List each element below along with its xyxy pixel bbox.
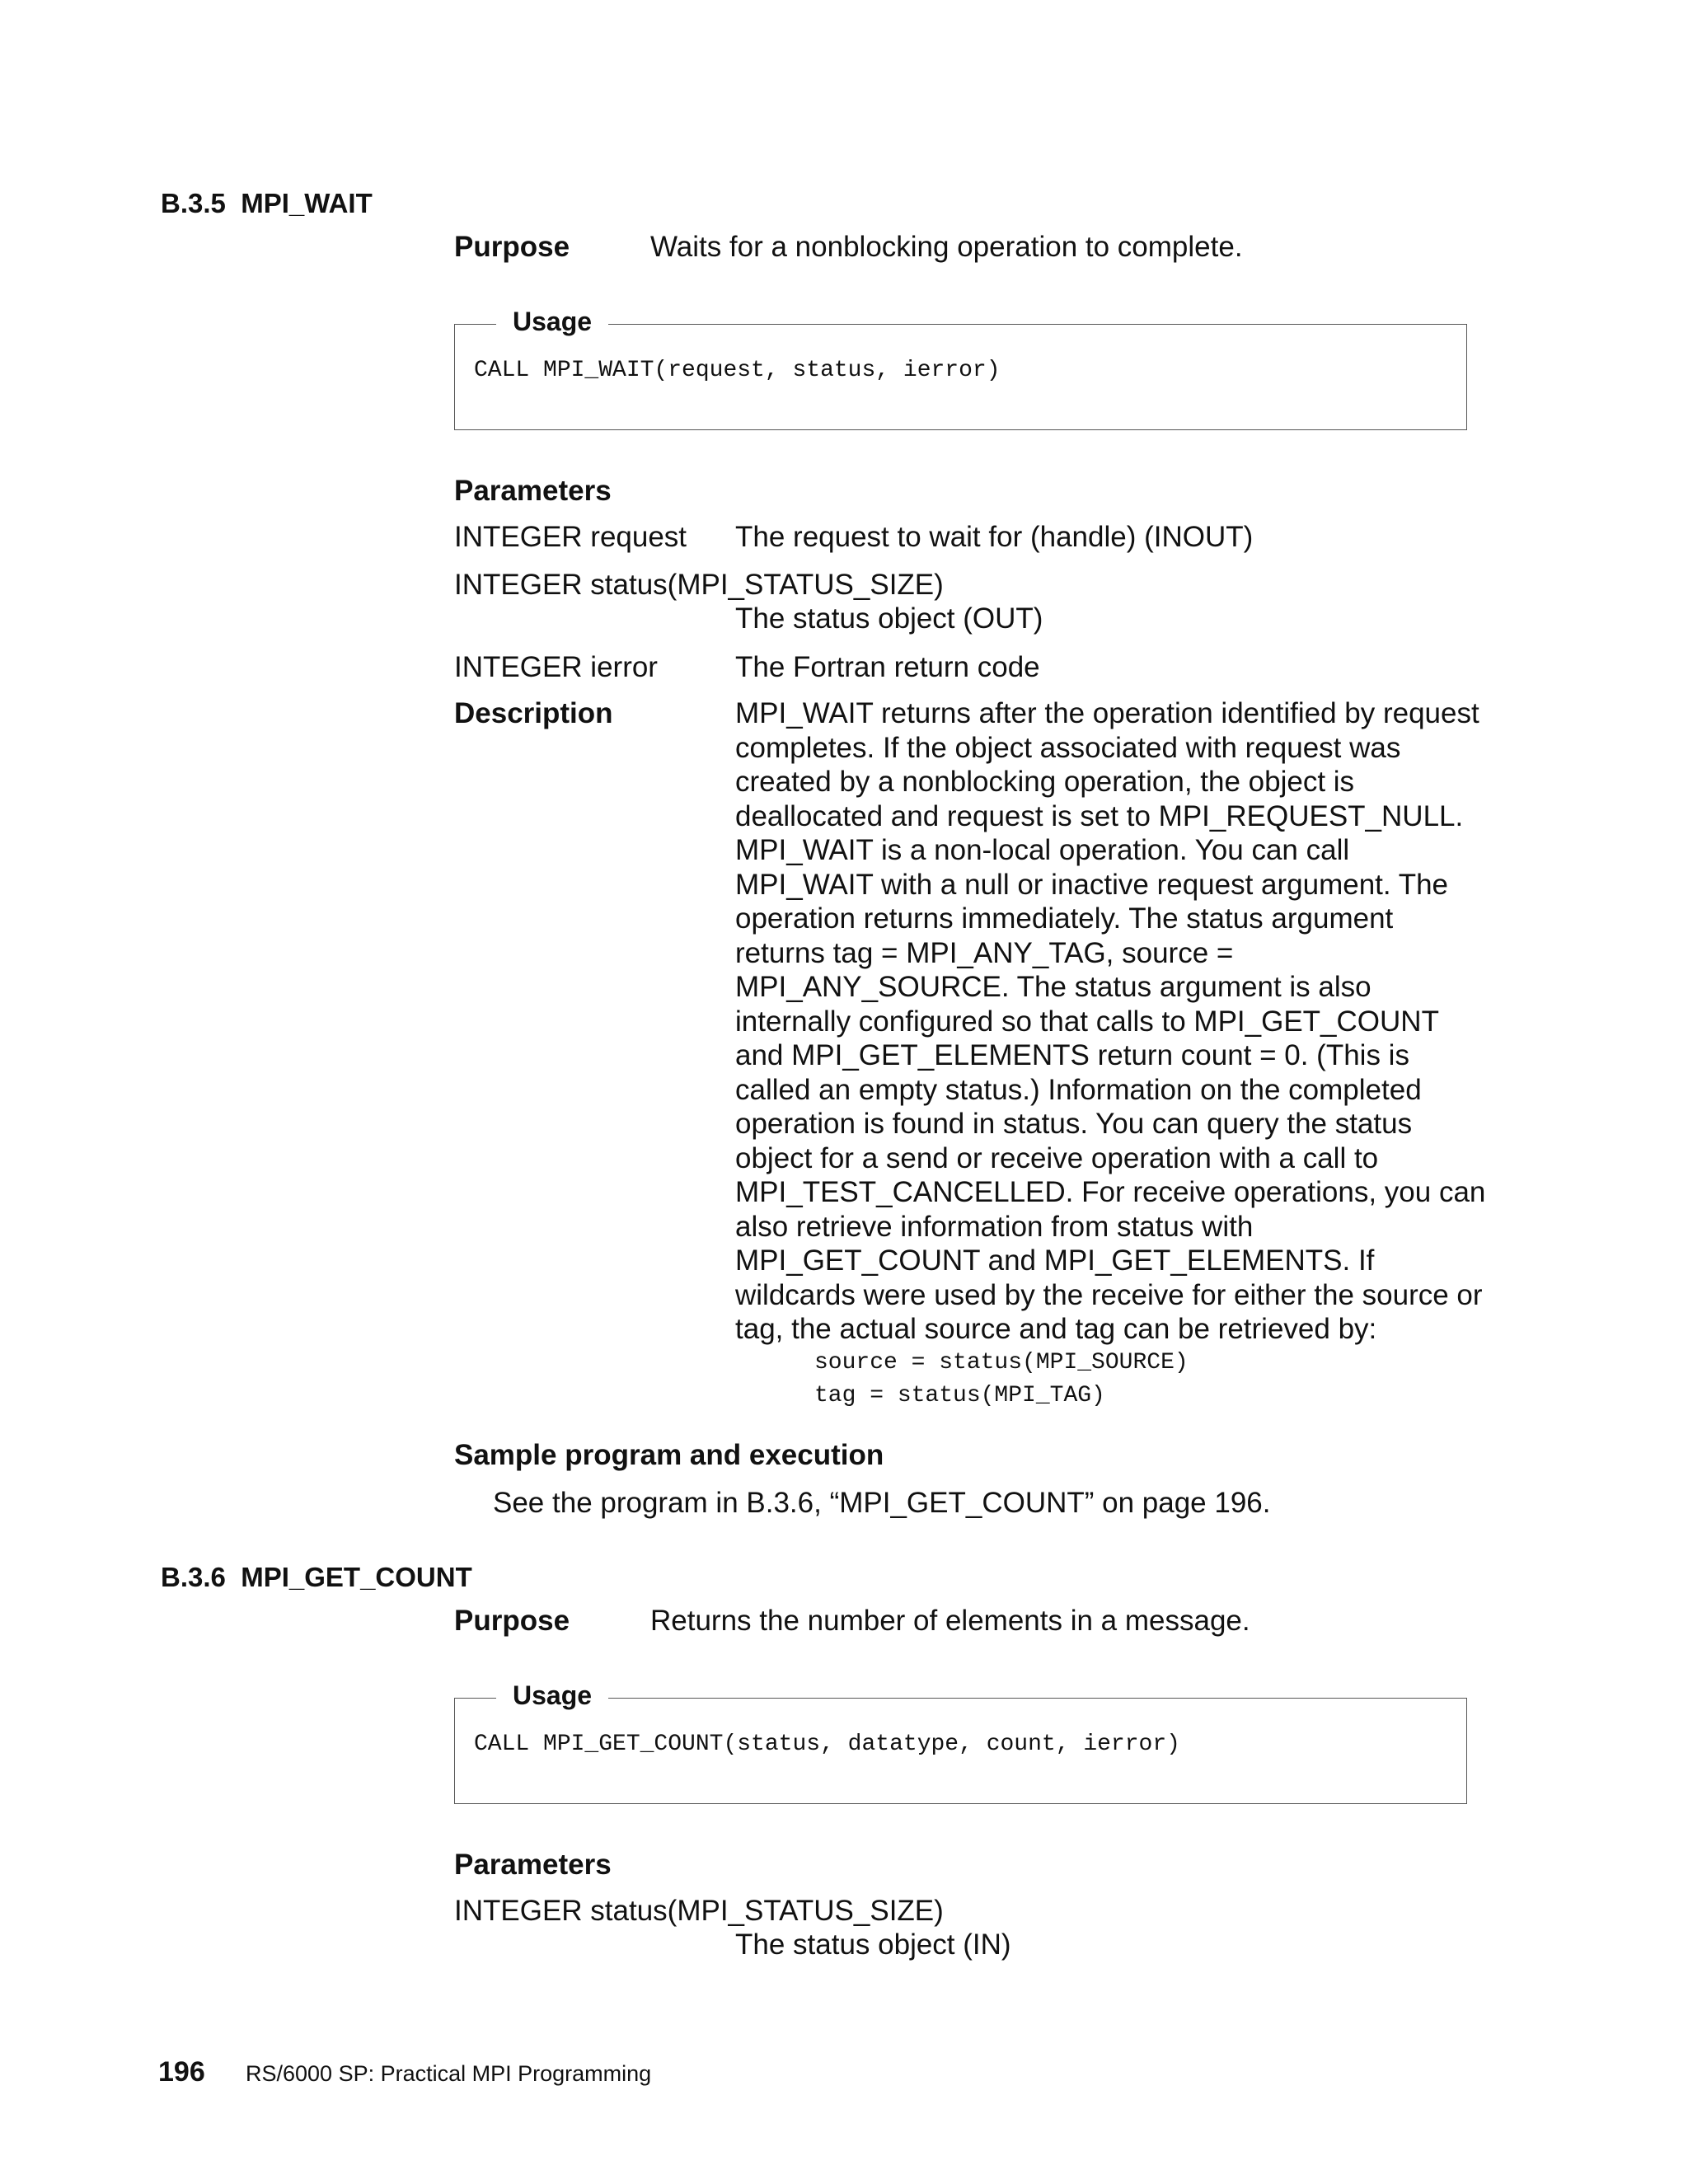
section-name: MPI_WAIT [241, 188, 373, 218]
sample-label: Sample program and execution [454, 1439, 884, 1471]
description-line: completes. If the object associated with request was [735, 731, 1401, 764]
description-line: wildcards were used by the receive for either the source or [735, 1278, 1483, 1311]
usage-label: Usage [496, 305, 608, 338]
param-decl: INTEGER status(MPI_STATUS_SIZE) [454, 569, 944, 601]
param-desc: The request to wait for (handle) (INOUT) [735, 521, 1254, 553]
description-line: internally configured so that calls to MPI_GET_COUNT [735, 1005, 1439, 1038]
param-desc: The Fortran return code [735, 651, 1040, 683]
description-label: Description [454, 697, 613, 729]
param-desc: The status object (IN) [735, 1929, 1011, 1961]
usage-code: CALL MPI_GET_COUNT(status, datatype, count, ierror) [474, 1732, 1180, 1757]
description-line: MPI_WAIT is a non-local operation. You can call [735, 834, 1350, 866]
param-desc: The status object (OUT) [735, 602, 1043, 635]
description-line: operation returns immediately. The status argument [735, 902, 1394, 935]
purpose-text: Returns the number of elements in a message. [650, 1605, 1250, 1637]
description-line: created by a nonblocking operation, the object is [735, 766, 1355, 798]
description-line: object for a send or receive operation with a call to [735, 1141, 1379, 1174]
section-heading-mpi-get-count [161, 1561, 472, 1594]
description-line: operation is found in status. You can query the status [735, 1108, 1413, 1140]
parameters-label: Parameters [454, 475, 612, 507]
description-body [735, 696, 1486, 1413]
description-line: MPI_WAIT with a null or inactive request argument. The [735, 868, 1449, 901]
description-code-line: source = status(MPI_SOURCE) [814, 1349, 1189, 1376]
description-line: called an empty status.) Information on the completed [735, 1073, 1422, 1106]
param-decl: INTEGER ierror [454, 651, 658, 683]
param-decl: INTEGER request [454, 521, 687, 553]
parameters-label: Parameters [454, 1849, 612, 1881]
usage-box [454, 307, 1467, 430]
description-code-line: tag = status(MPI_TAG) [814, 1383, 1105, 1408]
sample-text: See the program in B.3.6, “MPI_GET_COUNT” on page 196. [493, 1487, 1271, 1519]
usage-label: Usage [496, 1679, 608, 1712]
section-heading-mpi-wait [161, 187, 373, 220]
description-line: MPI_TEST_CANCELLED. For receive operations, you can [735, 1176, 1486, 1208]
description-line: MPI_WAIT returns after the operation identified by request [735, 697, 1479, 729]
section-number: B.3.6 [161, 1562, 226, 1592]
book-title: RS/6000 SP: Practical MPI Programming [246, 2061, 652, 2086]
page-number: 196 [158, 2056, 205, 2088]
usage-code: CALL MPI_WAIT(request, status, ierror) [474, 358, 1001, 383]
purpose-text: Waits for a nonblocking operation to complete. [650, 231, 1243, 263]
purpose-label: Purpose [454, 1605, 570, 1637]
usage-box [454, 1680, 1467, 1804]
description-line: MPI_GET_COUNT and MPI_GET_ELEMENTS. If [735, 1244, 1375, 1277]
description-line: also retrieve information from status with [735, 1210, 1254, 1243]
description-line: MPI_ANY_SOURCE. The status argument is also [735, 971, 1372, 1003]
description-line: returns tag = MPI_ANY_TAG, source = [735, 936, 1234, 969]
description-line: and MPI_GET_ELEMENTS return count = 0. (This is [735, 1039, 1409, 1071]
section-name: MPI_GET_COUNT [241, 1562, 472, 1592]
description-line: tag, the actual source and tag can be retrieved by: [735, 1313, 1377, 1345]
param-decl: INTEGER status(MPI_STATUS_SIZE) [454, 1895, 944, 1927]
purpose-label: Purpose [454, 231, 570, 263]
description-line: deallocated and request is set to MPI_REQUEST_NULL. [735, 799, 1464, 832]
section-number: B.3.5 [161, 188, 226, 218]
